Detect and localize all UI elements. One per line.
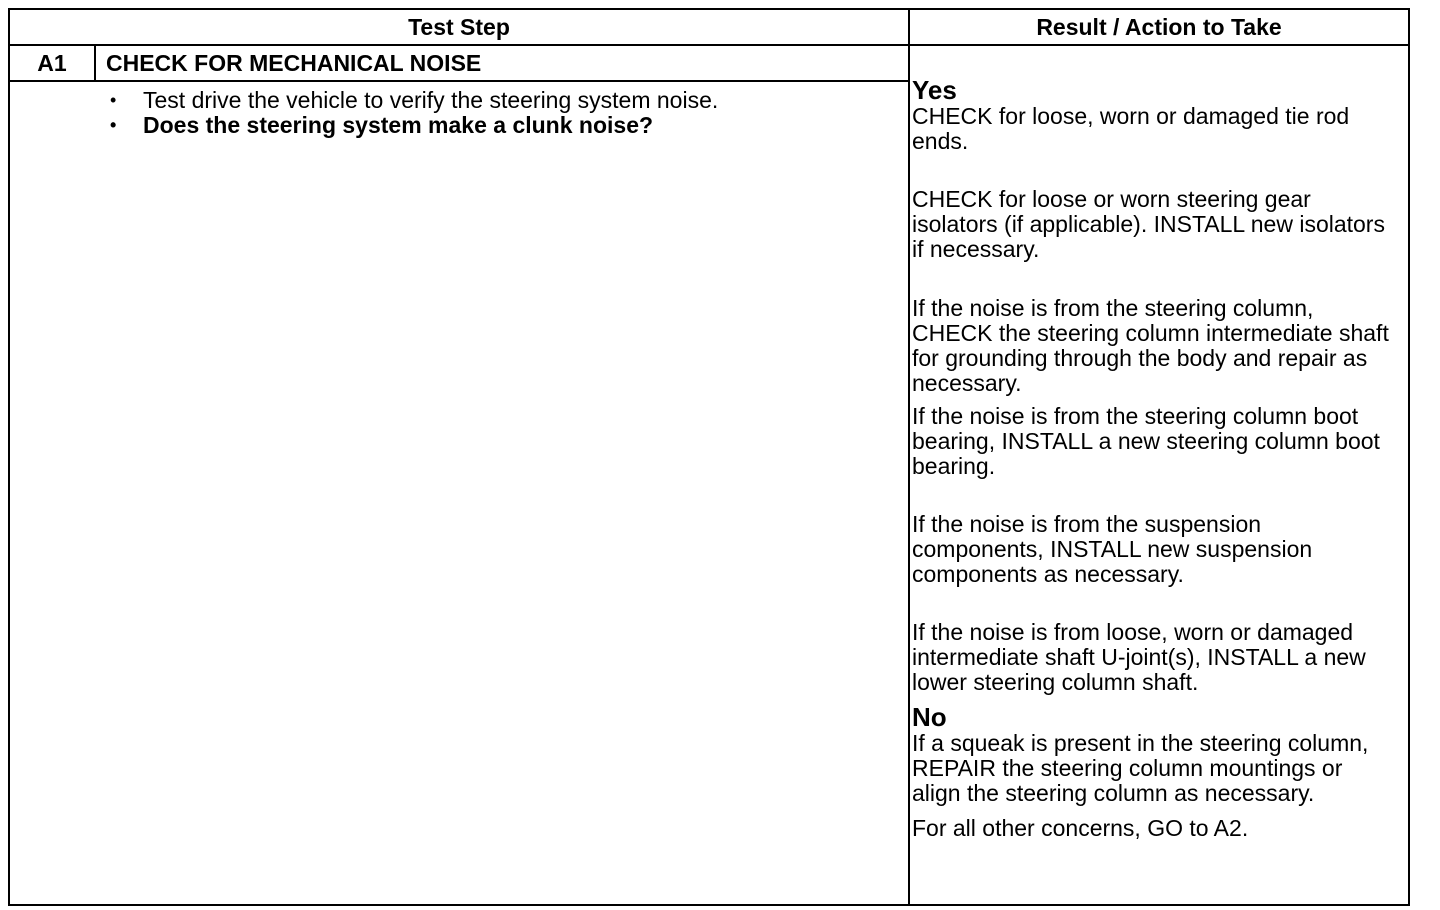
step-id-divider	[94, 44, 96, 81]
yes-action: If the noise is from the steering column boot bearing, INSTALL a new steering column boot bearing.	[912, 403, 1380, 479]
no-heading: No	[912, 702, 947, 732]
step-instructions	[106, 88, 896, 138]
yes-action: If the noise is from the steering column, CHECK the steering column intermediate shaft for grounding through the body and repair as necessary.	[912, 295, 1389, 396]
step-title-divider	[10, 80, 908, 82]
yes-action: If the noise is from loose, worn or damaged intermediate shaft U-joint(s), INSTALL a new lower steering column shaft.	[912, 619, 1366, 695]
instruction-item: • Test drive the vehicle to verify the steering system noise.	[106, 88, 896, 113]
test-step-header: Test Step	[408, 14, 510, 40]
step-title: CHECK FOR MECHANICAL NOISE	[106, 50, 482, 76]
yes-heading: Yes	[912, 75, 957, 105]
yes-action: CHECK for loose or worn steering gear isolators (if applicable). INSTALL new isolators if necessary.	[912, 186, 1385, 262]
yes-action: CHECK for loose, worn or damaged tie rod ends.	[912, 103, 1350, 154]
yes-action: If the noise is from the suspension components, INSTALL new suspension components as necessary.	[912, 511, 1313, 587]
no-action: If a squeak is present in the steering column, REPAIR the steering column mountings or align the steering column as necessary.	[912, 730, 1369, 806]
column-divider	[908, 10, 910, 904]
result-action-header: Result / Action to Take	[1036, 14, 1282, 40]
step-id: A1	[37, 50, 67, 76]
instruction-question: • Does the steering system make a clunk noise?	[106, 113, 896, 138]
result-column	[912, 76, 1392, 841]
no-action: For all other concerns, GO to A2.	[912, 815, 1249, 841]
